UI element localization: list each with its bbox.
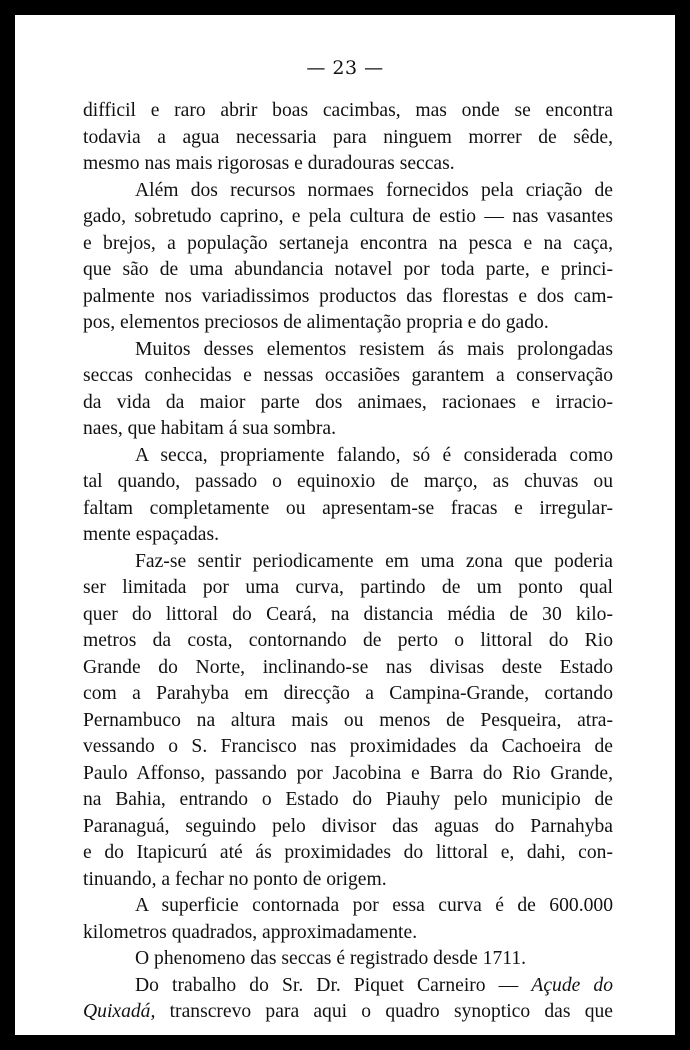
page-frame: [9, 9, 681, 1041]
final-line-text: Do trabalho do Sr. Dr. Piquet Carneiro —: [135, 974, 519, 996]
text-line: tal quando, passado o equinoxio de março, as chuvas ou: [83, 471, 613, 492]
text-line: naes, que habitam á sua sombra.: [83, 418, 337, 439]
book-title-part2: Quixadá,: [83, 1001, 156, 1022]
text-line: palmente nos variadissimos productos das florestas e dos cam-: [83, 285, 613, 307]
text-line: Faz-se sentir periodicamente em uma zona que poderia: [135, 550, 613, 572]
page-number: — 23 —: [306, 57, 384, 79]
text-line: da vida da maior parte dos animaes, racionaes e irracio-: [83, 391, 613, 413]
text-line: todavia a agua necessaria para ninguem morrer de sêde,: [83, 126, 613, 148]
text-line: Grande do Norte, inclinando-se nas divisas deste Estado: [83, 656, 613, 678]
text-line: Paulo Affonso, passando por Jacobina e Barra do Rio Grande,: [83, 762, 613, 784]
text-line: gado, sobretudo caprino, e pela cultura de estio — nas vasantes: [83, 206, 613, 227]
text-line: kilometros quadrados, approximadamente.: [83, 921, 418, 943]
closing-line-text: transcrevo para aqui o quadro synoptico das que: [169, 1001, 613, 1022]
text-line: vessando o S. Francisco nas proximidades da Cachoeira de: [83, 736, 613, 757]
text-line: ser limitada por uma curva, partindo de um ponto qual: [83, 577, 613, 598]
text-line: seccas conhecidas e nessas occasiões garantem a conservação: [83, 365, 613, 386]
book-title-part1: Açude do: [531, 974, 613, 996]
text-line: metros da costa, contornando de perto o littoral do Rio: [83, 630, 613, 651]
body-text: [83, 98, 613, 1026]
text-line: Paranaguá, seguindo pelo divisor das aguas do Parnahyba: [83, 815, 613, 837]
text-line: pos, elementos preciosos de alimentação propria e do gado.: [83, 312, 549, 333]
text-line: e do Itapicurú até ás proximidades do littoral e, dahi, con-: [83, 842, 613, 863]
text-line: e brejos, a população sertaneja encontra na pesca e na caça,: [83, 232, 613, 254]
text-line: na Bahia, entrando o Estado do Piauhy pelo municipio de: [83, 789, 613, 810]
text-line: com a Parahyba em direcção a Campina-Grande, cortando: [83, 683, 613, 704]
text-line: A secca, propriamente falando, só é considerada como: [135, 444, 613, 466]
text-line: Pernambuco na altura mais ou menos de Pesqueira, atra-: [83, 709, 613, 731]
text-line: Além dos recursos normaes fornecidos pela criação de: [135, 179, 613, 201]
text-line: faltam completamente ou apresentam-se fracas e irregular-: [83, 497, 613, 519]
text-line: mente espaçadas.: [83, 524, 219, 545]
text-line: mesmo nas mais rigorosas e duradouras seccas.: [83, 153, 455, 174]
text-line: A superficie contornada por essa curva é de 600.000: [135, 895, 613, 916]
text-line: que são de uma abundancia notavel por toda parte, e princi-: [83, 259, 613, 280]
text-line: O phenomeno das seccas é registrado desde 1711.: [135, 948, 527, 969]
page-paper: [15, 15, 675, 1035]
text-line-final: [83, 973, 613, 1000]
text-line: tinuando, a fechar no ponto de origem.: [83, 868, 387, 890]
text-line: Muitos desses elementos resistem ás mais prolongadas: [135, 338, 613, 360]
text-line: quer do littoral do Ceará, na distancia média de 30 kilo-: [83, 603, 613, 625]
text-line-closing: [83, 999, 613, 1026]
text-line: difficil e raro abrir boas cacimbas, mas onde se encontra: [83, 100, 613, 121]
